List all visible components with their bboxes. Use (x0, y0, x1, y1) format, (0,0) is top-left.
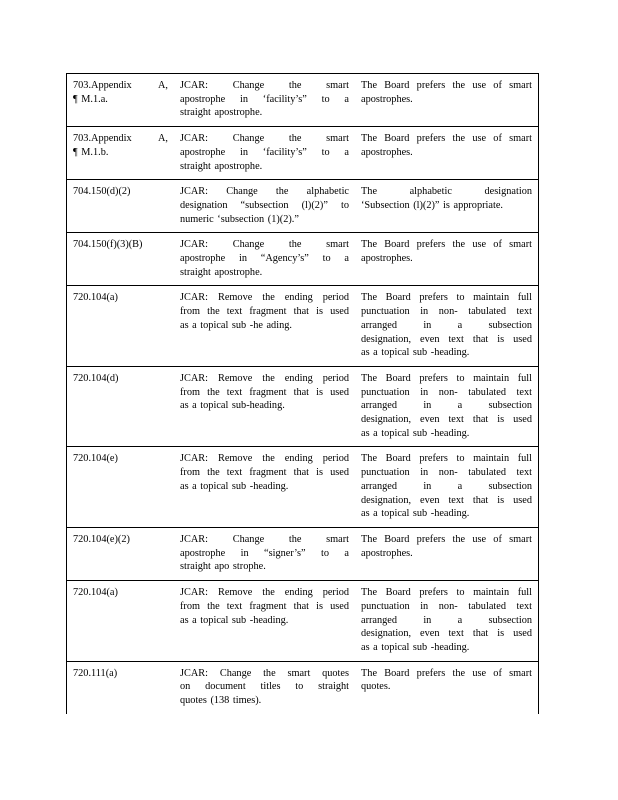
cell-line: 720.104(a) (73, 587, 118, 599)
cell-line: 704.150(f)(3)(B) (73, 239, 143, 251)
cell-line: apostrophes. (361, 547, 413, 559)
section-cell (67, 286, 175, 367)
cell-line: punctuation in non- tabulated text (361, 600, 532, 612)
cell-line: arranged in a subsection (361, 319, 532, 331)
table-row (67, 527, 539, 580)
table-row (67, 74, 539, 127)
cell-line: as a topical sub -heading. (361, 508, 470, 520)
cell-line: straight apostrophe. (180, 266, 263, 278)
change-cell (174, 286, 355, 367)
cell-line: apostrophes. (361, 253, 413, 265)
cell-line: The Board prefers to maintain full (361, 292, 532, 304)
cell-line: The Board prefers the use of smart (361, 239, 532, 251)
change-cell (174, 447, 355, 528)
cell-line: straight apo strophe. (180, 561, 266, 573)
table-row (67, 286, 539, 367)
section-cell (67, 661, 175, 714)
cell-line: arranged in a subsection (361, 614, 532, 626)
cell-line: straight apostrophe. (180, 160, 263, 172)
cell-line: 720.104(e)(2) (73, 533, 130, 545)
cell-line: JCAR: Remove the ending period (180, 587, 349, 599)
cell-line: The Board prefers to maintain full (361, 587, 532, 599)
cell-line: from the text fragment that is used (180, 386, 349, 398)
response-cell (355, 581, 539, 662)
change-cell (174, 233, 355, 286)
table-row (67, 366, 539, 447)
cell-line: 720.104(d) (73, 372, 119, 384)
cell-line: from the text fragment that is used (180, 467, 349, 479)
section-cell (67, 581, 175, 662)
cell-line: as a topical sub-heading. (180, 400, 285, 412)
response-cell (355, 366, 539, 447)
cell-line: 720.104(a) (73, 292, 118, 304)
cell-line: JCAR: Change the smart (180, 239, 349, 251)
response-cell (355, 180, 539, 233)
cell-line: JCAR: Change the smart (180, 80, 349, 91)
table-row (67, 581, 539, 662)
cell-line: apostrophe in “Agency’s” to a (180, 253, 349, 265)
cell-line: 704.150(d)(2) (73, 186, 131, 198)
table-row (67, 233, 539, 286)
comments-table (66, 73, 539, 714)
cell-line: straight apostrophe. (180, 107, 263, 119)
cell-line: designation, even text that is used (361, 333, 532, 345)
response-cell (355, 233, 539, 286)
cell-line: The Board prefers to maintain full (361, 453, 532, 465)
table-row (67, 180, 539, 233)
cell-line: apostrophes. (361, 146, 413, 158)
cell-line: punctuation in non- tabulated text (361, 467, 532, 479)
change-cell (174, 527, 355, 580)
table-row (67, 447, 539, 528)
response-cell (355, 661, 539, 714)
cell-line: apostrophe in ‘facility’s” to a (180, 146, 349, 158)
cell-line: as a topical sub -heading. (361, 427, 470, 439)
cell-line: 703.Appendix A, (73, 80, 168, 91)
cell-line: JCAR: Remove the ending period (180, 453, 349, 465)
cell-line: 720.104(e) (73, 453, 118, 465)
cell-line: as a topical sub -heading. (361, 641, 470, 653)
change-cell (174, 180, 355, 233)
section-cell (67, 233, 175, 286)
cell-line: from the text fragment that is used (180, 600, 349, 612)
cell-line: The Board prefers the use of smart (361, 533, 532, 545)
change-cell (174, 127, 355, 180)
table-row (67, 661, 539, 714)
cell-line: JCAR: Change the smart (180, 133, 349, 145)
cell-line: JCAR: Remove the ending period (180, 372, 349, 384)
cell-line: ¶ M.1.a. (73, 93, 108, 105)
cell-line: JCAR: Remove the ending period (180, 292, 349, 304)
cell-line: designation, even text that is used (361, 494, 532, 506)
table-row (67, 127, 539, 180)
cell-line: The Board prefers the use of smart (361, 133, 532, 145)
cell-line: apostrophes. (361, 93, 413, 105)
response-cell (355, 527, 539, 580)
cell-line: numeric ‘subsection (1)(2).” (180, 213, 299, 225)
cell-line: 703.Appendix A, (73, 133, 168, 145)
cell-line: on document titles to straight (180, 681, 349, 693)
cell-line: punctuation in non- tabulated text (361, 306, 532, 318)
cell-line: quotes (138 times). (180, 695, 262, 707)
cell-line: The Board prefers the use of smart (361, 667, 532, 679)
section-cell (67, 180, 175, 233)
change-cell (174, 74, 355, 127)
cell-line: as a topical sub -he ading. (180, 319, 292, 331)
cell-line: arranged in a subsection (361, 400, 532, 412)
cell-line: The Board prefers the use of smart (361, 80, 532, 91)
cell-line: designation, even text that is used (361, 414, 532, 426)
cell-line: ‘Subsection (l)(2)” is appropriate. (361, 199, 503, 211)
cell-line: designation “subsection (l)(2)” to (180, 199, 349, 211)
cell-line: apostrophe in “signer’s” to a (180, 547, 349, 559)
cell-line: punctuation in non- tabulated text (361, 386, 532, 398)
response-cell (355, 447, 539, 528)
cell-line: apostrophe in ‘facility’s” to a (180, 93, 349, 105)
section-cell (67, 366, 175, 447)
cell-line: designation, even text that is used (361, 628, 532, 640)
response-cell (355, 286, 539, 367)
section-cell (67, 527, 175, 580)
cell-line: ¶ M.1.b. (73, 146, 109, 158)
section-cell (67, 447, 175, 528)
cell-line: from the text fragment that is used (180, 306, 349, 318)
cell-line: The alphabetic designation (361, 186, 532, 198)
cell-line: as a topical sub -heading. (180, 480, 289, 492)
change-cell (174, 366, 355, 447)
cell-line: JCAR: Change the alphabetic (180, 186, 349, 198)
change-cell (174, 581, 355, 662)
cell-line: JCAR: Change the smart quotes (180, 667, 349, 679)
comments-table-body (67, 74, 539, 714)
cell-line: as a topical sub -heading. (361, 347, 470, 359)
cell-line: quotes. (361, 681, 391, 693)
section-cell (67, 74, 175, 127)
cell-line: JCAR: Change the smart (180, 533, 349, 545)
change-cell (174, 661, 355, 714)
cell-line: as a topical sub -heading. (180, 614, 289, 626)
cell-line: The Board prefers to maintain full (361, 372, 532, 384)
cell-line: 720.111(a) (73, 667, 118, 679)
response-cell (355, 127, 539, 180)
section-cell (67, 127, 175, 180)
cell-line: arranged in a subsection (361, 480, 532, 492)
response-cell (355, 74, 539, 127)
